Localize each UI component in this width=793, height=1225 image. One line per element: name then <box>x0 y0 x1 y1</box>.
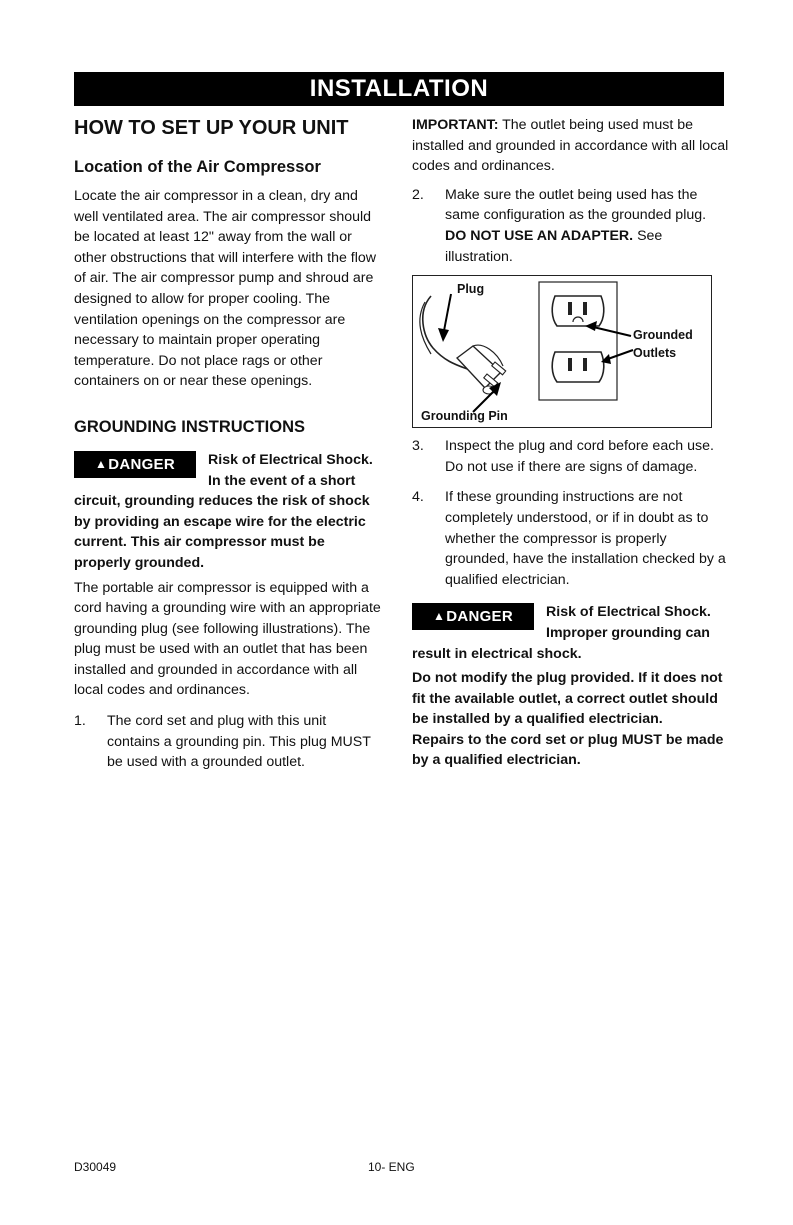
warning-triangle-icon: ▲ <box>95 456 108 471</box>
steps-list <box>412 436 730 590</box>
page-number: 10- ENG <box>368 1160 415 1174</box>
important-label: IMPORTANT: <box>412 117 499 133</box>
danger-text: Risk of Electrical Shock. In the event of a short circuit, grounding reduces the risk of shock by providing an escape wire for the electric current. This air compressor must be properly grounded. <box>74 451 373 571</box>
document-code: D30049 <box>74 1160 117 1174</box>
modify-warning: Do not modify the plug provided. If it does not fit the available outlet, a correct outlet should be installed by a qualified electrician. <box>412 670 723 728</box>
setup-heading: HOW TO SET UP YOUR UNIT <box>74 117 349 139</box>
grounded-label: Grounded <box>633 328 693 343</box>
step-bold-text: DO NOT USE AN ADAPTER. <box>445 227 634 244</box>
step-number: 4. <box>412 489 424 506</box>
step-text: Inspect the plug and cord before each use. Do not use if there are signs of damage. <box>445 438 714 475</box>
step-number: 2. <box>412 186 424 203</box>
danger-label: DANGER <box>446 608 513 626</box>
outlets-label: Outlets <box>633 346 677 361</box>
step-text: See illustration. <box>445 227 663 265</box>
danger-badge <box>74 451 196 478</box>
grounding-heading: GROUNDING INSTRUCTIONS <box>74 417 305 436</box>
step-4 <box>412 487 730 590</box>
step-1 <box>74 711 382 773</box>
location-text: Locate the air compressor in a clean, dry and well ventilated area. The air compressor should be located at least 12" away from the wall or other obstructions that will interfere with the flow of air. The air compressor pump and shroud are designed to allow for proper cooling. The ventilation openings on the compressor are necessary to maintain proper operating temperature. Do not place rags or other containers on or near these openings. <box>74 188 377 390</box>
step-text: If these grounding instructions are not completely understood, or if in doubt as to whether the compressor is properly grounded, have the installation checked by a qualified electrician. <box>445 489 726 588</box>
warning-triangle-icon: ▲ <box>433 609 446 624</box>
left-column <box>74 115 382 773</box>
important-text: The outlet being used must be installed and grounded in accordance with all local codes and ordinances. <box>412 117 729 175</box>
right-column <box>412 115 730 771</box>
grounding-pin-label: Grounding Pin <box>421 409 508 424</box>
danger-label: DANGER <box>108 455 175 473</box>
step-3 <box>412 436 730 477</box>
step-2 <box>412 185 730 267</box>
plug-outlet-illustration <box>412 275 712 428</box>
step-number: 3. <box>412 438 424 455</box>
step-text: The cord set and plug with this unit contains a grounding pin. This plug MUST be used with a grounded outlet. <box>107 713 371 771</box>
steps-list <box>412 185 730 267</box>
danger-text: Risk of Electrical Shock. Improper grounding can result in electrical shock. <box>412 604 711 662</box>
danger-notice <box>74 448 382 574</box>
step-number: 1. <box>74 713 86 730</box>
important-note <box>412 115 730 177</box>
step-text: Make sure the outlet being used has the same configuration as the grounded plug. <box>445 186 707 224</box>
grounding-text: The portable air compressor is equipped with a cord having a grounding wire with an appropriate grounding plug (see following illustrations). The plug must be used with an outlet that has been installed and grounded in accordance with all local codes and ordinances. <box>74 579 381 699</box>
danger-notice <box>412 600 730 664</box>
plug-label: Plug <box>457 282 485 297</box>
steps-list <box>74 711 382 773</box>
location-heading: Location of the Air Compressor <box>74 158 321 176</box>
repairs-warning: Repairs to the cord set or plug MUST be made by a qualified electrician. <box>412 731 724 769</box>
section-banner: INSTALLATION <box>74 72 724 106</box>
danger-badge <box>412 603 534 630</box>
